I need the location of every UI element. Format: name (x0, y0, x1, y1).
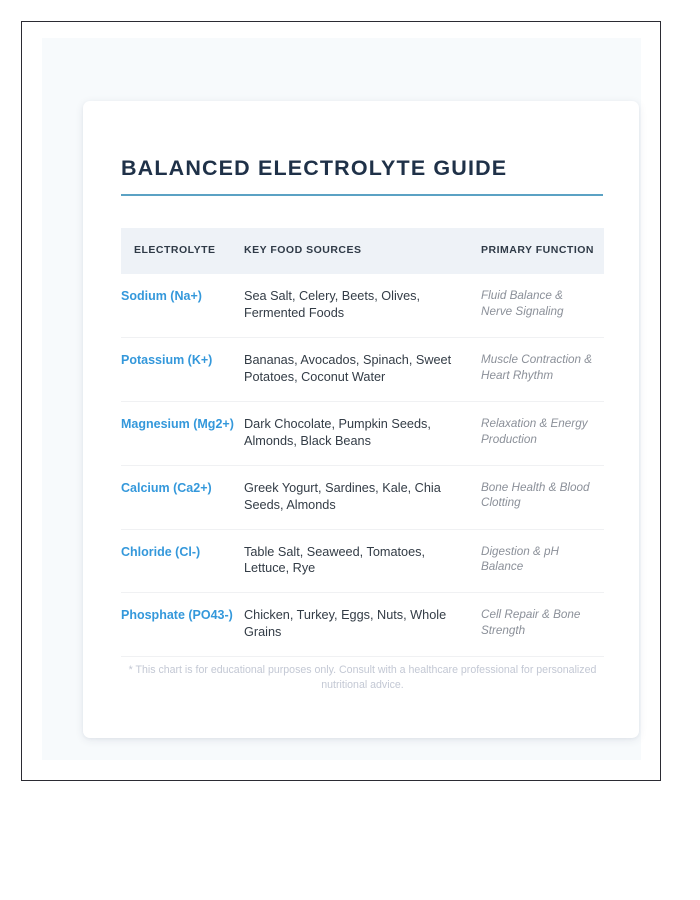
cell-sources: Table Salt, Seaweed, Tomatoes, Lettuce, Rye (244, 529, 481, 593)
cell-function: Cell Repair & Bone Strength (481, 593, 604, 657)
cell-function: Fluid Balance & Nerve Signaling (481, 274, 604, 337)
table-body (121, 274, 604, 656)
cell-function: Bone Health & Blood Clotting (481, 465, 604, 529)
table-row (121, 338, 604, 402)
table-header (121, 228, 604, 274)
page-frame (21, 21, 661, 781)
cell-function: Relaxation & Energy Production (481, 402, 604, 466)
disclaimer-footnote: * This chart is for educational purposes only. Consult with a healthcare professional for personalized nutritional advice. (128, 664, 597, 692)
cell-sources: Dark Chocolate, Pumpkin Seeds, Almonds, Black Beans (244, 402, 481, 466)
cell-electrolyte: Phosphate (PO43-) (121, 593, 244, 657)
cell-electrolyte: Sodium (Na+) (121, 274, 244, 337)
table-header-row (121, 228, 604, 274)
table-row (121, 274, 604, 337)
electrolyte-guide-card (83, 101, 639, 738)
title-underline-rule (121, 194, 603, 196)
electrolyte-table (121, 228, 604, 657)
cell-electrolyte: Calcium (Ca2+) (121, 465, 244, 529)
cell-sources: Greek Yogurt, Sardines, Kale, Chia Seeds, Almonds (244, 465, 481, 529)
cell-sources: Bananas, Avocados, Spinach, Sweet Potatoes, Coconut Water (244, 338, 481, 402)
column-header-electrolyte: ELECTROLYTE (121, 228, 244, 274)
column-header-key-food-sources: KEY FOOD SOURCES (244, 228, 481, 274)
table-row (121, 529, 604, 593)
page-title: BALANCED ELECTROLYTE GUIDE (121, 156, 508, 180)
cell-electrolyte: Chloride (Cl-) (121, 529, 244, 593)
cell-sources: Sea Salt, Celery, Beets, Olives, Fermented Foods (244, 274, 481, 337)
cell-sources: Chicken, Turkey, Eggs, Nuts, Whole Grains (244, 593, 481, 657)
column-header-primary-function: PRIMARY FUNCTION (481, 228, 604, 274)
electrolyte-table-wrapper (121, 228, 604, 657)
cell-function: Digestion & pH Balance (481, 529, 604, 593)
table-row (121, 465, 604, 529)
cell-electrolyte: Magnesium (Mg2+) (121, 402, 244, 466)
table-row (121, 593, 604, 657)
backdrop-panel (42, 38, 641, 760)
table-row (121, 402, 604, 466)
cell-function: Muscle Contraction & Heart Rhythm (481, 338, 604, 402)
cell-electrolyte: Potassium (K+) (121, 338, 244, 402)
